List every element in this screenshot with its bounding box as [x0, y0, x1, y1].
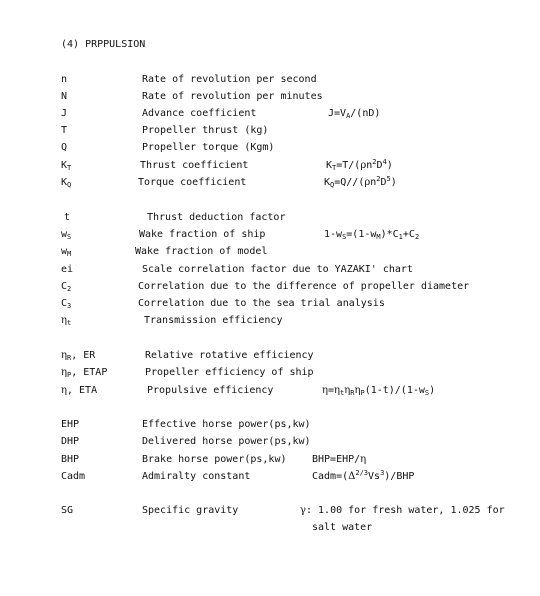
- symbol-wS: $w_S$: [61, 229, 72, 241]
- desc-T: Propeller thrust (kg): [142, 125, 269, 136]
- formula-eta: $\eta=\eta_t\eta_R\eta_P(1-t)/(1-w_S)$: [322, 385, 436, 397]
- symbol-KQ: $K_Q$: [61, 177, 72, 189]
- desc-N: Rate of revolution per minutes: [142, 91, 323, 102]
- desc-eta-t: Transmission efficiency: [144, 315, 283, 326]
- symbol-eta-P: $\eta_P$, ETAP: [61, 367, 108, 379]
- formula-SG-line2: salt water: [312, 522, 373, 533]
- symbol-eta-R: $\eta_R$, ER: [61, 350, 96, 362]
- symbol-J: J: [61, 108, 68, 119]
- symbol-T: T: [61, 125, 68, 136]
- desc-BHP: Brake horse power(ps,kw): [142, 454, 287, 465]
- symbol-C3: $C_3$: [61, 298, 72, 310]
- formula-KT: $K_T=T/(\rho n^2D^4)$: [326, 158, 393, 172]
- desc-t: Thrust deduction factor: [147, 212, 286, 223]
- desc-EHP: Effective horse power(ps,kw): [142, 419, 311, 430]
- formula-KQ: $K_Q=Q//(\rho n^2D^5)$: [324, 175, 397, 189]
- desc-Q: Propeller torque (Kgm): [142, 142, 275, 153]
- symbol-Cadm: Cadm: [61, 471, 86, 482]
- desc-n: Rate of revolution per second: [142, 74, 317, 85]
- desc-eta: Propulsive efficiency: [147, 385, 274, 396]
- desc-C2: Correlation due to the difference of propeller diameter: [138, 281, 470, 292]
- desc-eta-P: Propeller efficiency of ship: [145, 367, 314, 378]
- symbol-ei: ei: [61, 264, 74, 275]
- desc-DHP: Delivered horse power(ps,kw): [142, 436, 311, 447]
- symbol-eta: η, ETA: [61, 385, 98, 396]
- section-heading: (4) PRPPULSION: [61, 39, 146, 50]
- symbol-BHP: BHP: [61, 454, 80, 465]
- desc-eta-R: Relative rotative efficiency: [145, 350, 314, 361]
- desc-KQ: Torque coefficient: [138, 177, 247, 188]
- symbol-SG: SG: [61, 505, 74, 516]
- formula-J: $J=V_A/(nD)$: [328, 108, 381, 120]
- desc-J: Advance coefficient: [142, 108, 257, 119]
- symbol-t: t: [64, 212, 71, 223]
- desc-C3: Correlation due to the sea trial analysis: [138, 298, 385, 309]
- desc-SG: Specific gravity: [142, 505, 239, 516]
- symbol-Q: Q: [61, 142, 68, 153]
- desc-KT: Thrust coefficient: [140, 160, 249, 171]
- formula-wS: $1-w_S=(1-w_M)*C_1+C_2$: [324, 229, 420, 241]
- symbol-N: N: [61, 91, 68, 102]
- symbol-wM: $w_M$: [61, 246, 72, 258]
- symbol-KT: $K_T$: [61, 160, 72, 172]
- desc-ei: Scale correlation factor due to YAZAKI' chart: [142, 264, 413, 275]
- desc-wS: Wake fraction of ship: [139, 229, 266, 240]
- formula-BHP: BHP=EHP/η: [312, 454, 367, 465]
- symbol-C2: $C_2$: [61, 281, 72, 293]
- symbol-n: n: [61, 74, 68, 85]
- symbol-eta-t: $\eta_t$: [61, 315, 72, 327]
- desc-Cadm: Admiralty constant: [142, 471, 251, 482]
- symbol-EHP: EHP: [61, 419, 80, 430]
- formula-Cadm: $Cadm=(\Delta^{2/3}Vs^3)$/BHP: [312, 469, 415, 482]
- symbol-DHP: DHP: [61, 436, 80, 447]
- desc-wM: Wake fraction of model: [135, 246, 268, 257]
- formula-SG-line1: γ: 1.00 for fresh water, 1.025 for: [300, 505, 505, 516]
